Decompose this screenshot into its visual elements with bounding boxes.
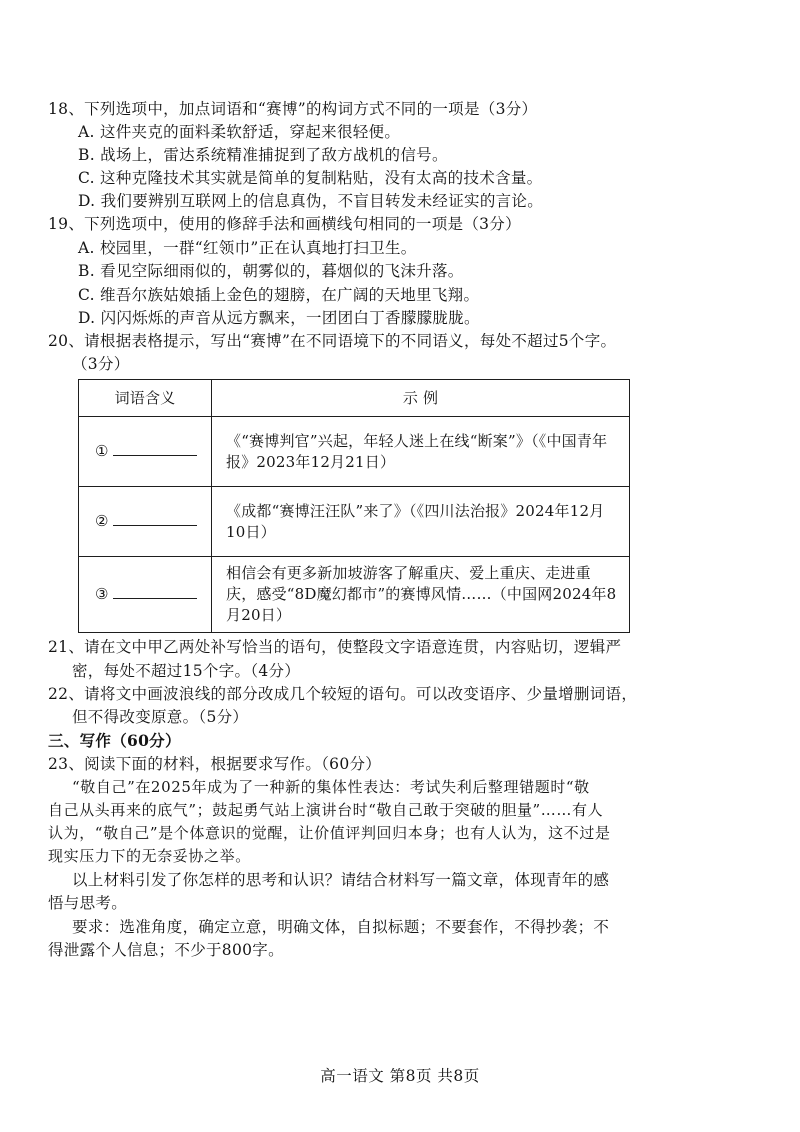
- q19-option-b: B. 看见空际细雨似的，朝雾似的，暮烟似的飞沫升落。: [78, 262, 464, 280]
- q21-stem: 21、请在文中甲乙两处补写恰当的语句，使整段文字语意连贯，内容贴切，逻辑严: [48, 638, 622, 656]
- q19-stem: 19、下列选项中，使用的修辞手法和画横线句相同的一项是（3分）: [48, 215, 521, 233]
- meaning-cell: [79, 417, 212, 487]
- q23-material-line: 认为，“敬自己”是个体意识的觉醒，让价值评判回归本身；也有人认为，这不过是: [48, 824, 611, 842]
- q23-prompt-line: 以上材料引发了你怎样的思考和认识？请结合材料写一篇文章，体现青年的感: [72, 871, 610, 889]
- q20-stem: 20、请根据表格提示，写出“赛博”在不同语境下的不同语义，每处不超过5个字。: [48, 332, 617, 350]
- q23-requirements-line: 要求：选准角度，确定立意，明确文体，自拟标题；不要套作，不得抄袭；不: [72, 918, 610, 936]
- q23-requirements-line: 得泄露个人信息；不少于800字。: [48, 941, 284, 959]
- q23-prompt-line: 悟与思考。: [48, 894, 128, 912]
- q23-material-line: 自己从头再来的底气”；鼓起勇气站上演讲台时“敬自己敢于突破的胆量”……有人: [48, 801, 604, 819]
- table-row: [79, 557, 630, 633]
- answer-blank[interactable]: [113, 511, 197, 526]
- answer-blank[interactable]: [113, 441, 197, 456]
- header-meaning: 词语含义: [79, 380, 212, 417]
- q18-option-a: A. 这件夹克的面料柔软舒适，穿起来很轻便。: [78, 123, 401, 141]
- q18-stem: 18、下列选项中，加点词语和“赛博”的构词方式不同的一项是（3分）: [48, 100, 538, 118]
- q18-option-d: D. 我们要辨别互联网上的信息真伪，不盲目转发未经证实的言论。: [78, 192, 544, 210]
- example-cell: 《成都“赛博汪汪队”来了》（《四川法治报》2024年12月10日）: [212, 487, 630, 557]
- table-row: [79, 417, 630, 487]
- row-label: ②: [95, 512, 109, 530]
- row-label: ③: [95, 585, 109, 603]
- page-footer: 高一语文 第8页 共8页: [320, 1067, 480, 1085]
- header-example: 示 例: [212, 380, 630, 417]
- q20-score: （3分）: [72, 355, 130, 373]
- q18-option-c: C. 这种克隆技术其实就是简单的复制粘贴，没有太高的技术含量。: [78, 169, 543, 187]
- example-cell: 《“赛博判官”兴起，年轻人迷上在线“断案”》（《中国青年报》2023年12月21日）: [212, 417, 630, 487]
- row-label: ①: [95, 442, 109, 460]
- answer-blank[interactable]: [113, 584, 197, 599]
- q19-option-d: D. 闪闪烁烁的声音从远方飘来，一团团白丁香朦朦胧胧。: [78, 309, 480, 327]
- section-title: 三、写作（60分）: [48, 731, 181, 750]
- q22-stem-cont: 但不得改变原意。（5分）: [72, 708, 249, 726]
- meaning-cell: [79, 557, 212, 633]
- table-header-row: [79, 380, 630, 417]
- q23-material-line: 现实压力下的无奈妥协之举。: [48, 847, 251, 865]
- table-row: [79, 487, 630, 557]
- q18-option-b: B. 战场上，雷达系统精准捕捉到了敌方战机的信号。: [78, 146, 448, 164]
- q19-option-c: C. 维吾尔族姑娘插上金色的翅膀，在广阔的天地里飞翔。: [78, 286, 480, 304]
- q23-stem: 23、阅读下面的材料，根据要求写作。（60分）: [48, 755, 382, 773]
- q23-material-line: “敬自己”在2025年成为了一种新的集体性表达：考试失利后整理错题时“敬: [72, 778, 590, 796]
- meaning-cell: [79, 487, 212, 557]
- q21-stem-cont: 密，每处不超过15个字。（4分）: [72, 662, 301, 680]
- q22-stem: 22、请将文中画波浪线的部分改成几个较短的语句。可以改变语序、少量增删词语，: [48, 685, 638, 703]
- meaning-table: [78, 379, 630, 633]
- q19-option-a: A. 校园里，一群“红领巾”正在认真地打扫卫生。: [78, 239, 417, 257]
- example-cell: 相信会有更多新加坡游客了解重庆、爱上重庆、走进重庆，感受“8D魔幻都市”的赛博风情……（中国网2024年8月20日）: [212, 557, 630, 633]
